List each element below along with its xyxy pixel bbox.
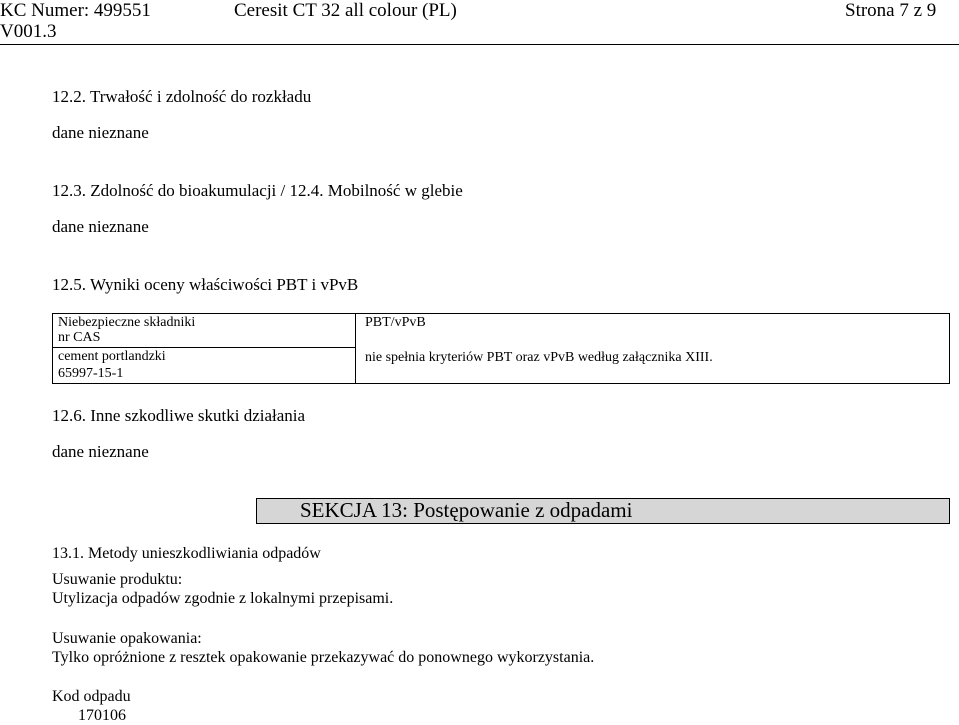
waste-code: 170106 <box>78 707 126 724</box>
waste-code-label: Kod odpadu <box>52 688 131 705</box>
table-header-pbt: PBT/vPvB <box>365 315 426 330</box>
table-cell-cas-number: 65997-15-1 <box>58 366 124 381</box>
section-13-banner <box>256 498 950 524</box>
section-12-3-body: dane nieznane <box>52 217 149 236</box>
table-header-ingredients: Niebezpieczne składniki <box>58 315 196 330</box>
page-number: Strona 7 z 9 <box>845 0 937 21</box>
table-cell-ingredient-name: cement portlandzki <box>58 349 166 364</box>
table-column-divider <box>355 314 356 383</box>
product-disposal-text: Utylizacja odpadów zgodnie z lokalnymi przepisami. <box>52 590 394 607</box>
section-12-3-title: 12.3. Zdolność do bioakumulacji / 12.4. Mobilność w glebie <box>52 181 463 200</box>
packaging-disposal-label: Usuwanie opakowania: <box>52 630 202 647</box>
packaging-disposal-text: Tylko opróżnione z resztek opakowanie przekazywać do ponownego wykorzystania. <box>52 649 595 666</box>
document-id: KC Numer: 499551 <box>0 0 151 21</box>
product-disposal-label: Usuwanie produktu: <box>52 571 183 588</box>
section-13-title: SEKCJA 13: Postępowanie z odpadami <box>300 498 633 522</box>
header-divider <box>0 44 959 45</box>
table-row-divider <box>53 347 355 348</box>
table-header-cas: nr CAS <box>58 330 101 345</box>
section-13-1-title: 13.1. Metody unieszkodliwiania odpadów <box>52 545 321 562</box>
product-name: Ceresit CT 32 all colour (PL) <box>234 0 457 21</box>
pbt-table <box>52 313 950 384</box>
section-12-2-body: dane nieznane <box>52 123 149 142</box>
section-12-2-title: 12.2. Trwałość i zdolność do rozkładu <box>52 87 312 106</box>
section-12-6-body: dane nieznane <box>52 442 149 461</box>
section-12-6-title: 12.6. Inne szkodliwe skutki działania <box>52 406 306 425</box>
table-cell-pbt-result: nie spełnia kryteriów PBT oraz vPvB według załącznika XIII. <box>365 350 713 365</box>
section-12-5-title: 12.5. Wyniki oceny właściwości PBT i vPvB <box>52 275 359 294</box>
document-version: V001.3 <box>0 21 57 42</box>
